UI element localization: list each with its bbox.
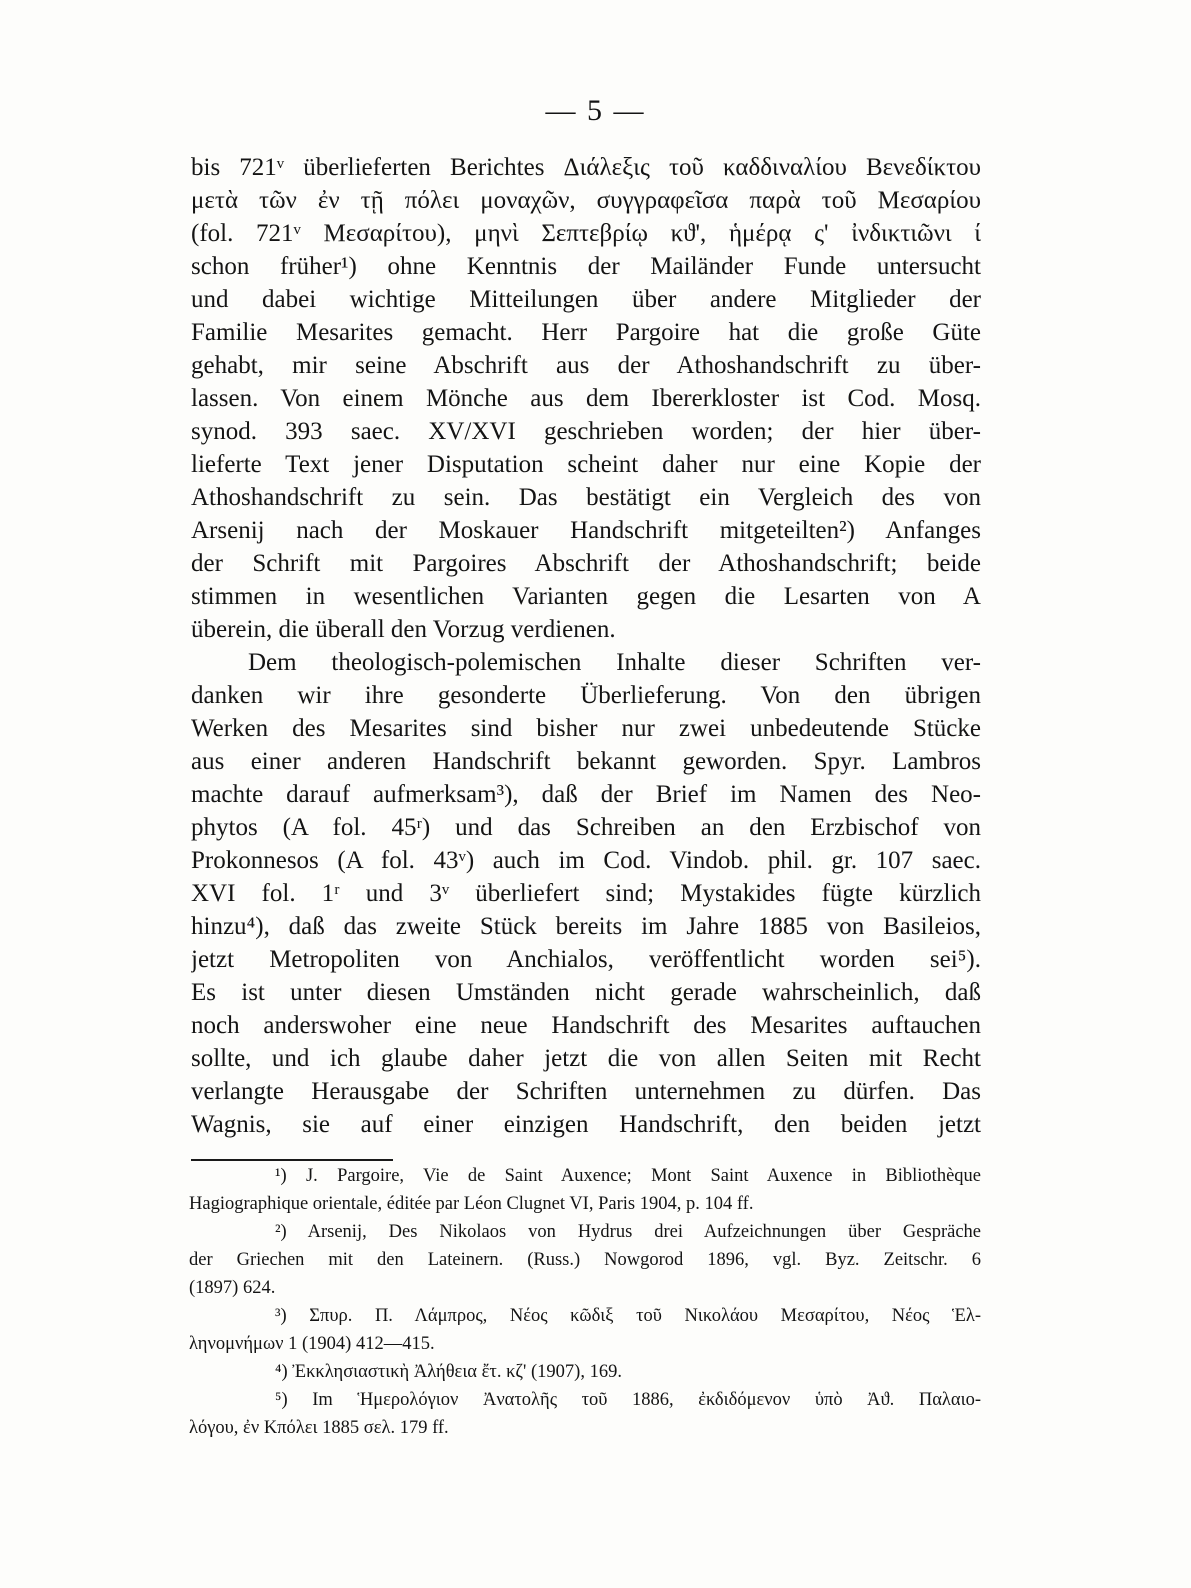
text-line: hinzu⁴), daß das zweite Stück bereits im Jahre 1885 von Basileios, [191,913,981,940]
text-line: verlangte Herausgabe der Schriften unternehmen zu dürfen. Das [191,1078,981,1105]
footnote-line: ³) Σπυρ. Π. Λάμπρος, Νέος κῶδιξ τοῦ Νικολάου Μεσαρίτου, Νέος Ἑλ- [275,1306,981,1326]
text-line: gehabt, mir seine Abschrift aus der Athoshandschrift zu über- [191,352,981,379]
text-line: der Schrift mit Pargoires Abschrift der Athoshandschrift; beide [191,550,981,577]
footnote-line: ⁵) Im Ἡμερολόγιον Ἀνατολῆς τοῦ 1886, ἐκδιδόμενον ὑπὸ Ἀϑ. Παλαιο- [275,1390,981,1410]
text-line: überein, die überall den Vorzug verdienen. [191,616,616,643]
text-line: Werken des Mesarites sind bisher nur zwei unbedeutende Stücke [191,715,981,742]
text-line: lassen. Von einem Mönche aus dem Ibererkloster ist Cod. Mosq. [191,385,981,412]
text-line: (fol. 721ᵛ Μεσαρίτου), μηνὶ Σεπτεβρίῳ κϑ', ἡμέρᾳ ς' ἰνδικτιῶνι ί [191,220,981,247]
text-line: Arsenij nach der Moskauer Handschrift mitgeteilten²) Anfanges [191,517,981,544]
footnote-rule [191,1159,393,1161]
text-line: lieferte Text jener Disputation scheint daher nur eine Kopie der [191,451,981,478]
text-line: Es ist unter diesen Umständen nicht gerade wahrscheinlich, daß [191,979,981,1006]
text-line: Wagnis, sie auf einer einzigen Handschrift, den beiden jetzt [191,1111,981,1138]
text-line: Dem theologisch-polemischen Inhalte dieser Schriften ver- [248,649,981,676]
text-line: schon früher¹) ohne Kenntnis der Mailänder Funde untersucht [191,253,981,280]
footnotes [189,1162,981,1442]
footnote-line: Hagiographique orientale, éditée par Léon Clugnet VI, Paris 1904, p. 104 ff. [189,1194,754,1214]
text-line: danken wir ihre gesonderte Überlieferung. Von den übrigen [191,682,981,709]
text-line: Athoshandschrift zu sein. Das bestätigt ein Vergleich des von [191,484,981,511]
text-line: machte darauf aufmerksam³), daß der Brief im Namen des Neo- [191,781,981,808]
text-line: Familie Mesarites gemacht. Herr Pargoire hat die große Güte [191,319,981,346]
footnote-line: ληνομνήμων 1 (1904) 412—415. [189,1334,435,1354]
text-line: bis 721ᵛ überlieferten Berichtes Διάλεξις τοῦ καδδιναλίου Βενεδίκτου [191,154,981,181]
text-line: μετὰ τῶν ἐν τῇ πόλει μοναχῶν, συγγραφεῖσα παρὰ τοῦ Μεσαρίου [191,187,981,214]
footnote-line: ²) Arsenij, Des Nikolaos von Hydrus drei Aufzeichnungen über Gespräche [275,1222,981,1242]
text-line: XVI fol. 1ʳ und 3ᵛ überliefert sind; Mystakides fügte kürzlich [191,880,981,907]
footnote-line: λόγου, ἐν Κπόλει 1885 σελ. 179 ff. [189,1418,449,1438]
text-line: aus einer anderen Handschrift bekannt geworden. Spyr. Lambros [191,748,981,775]
text-line: stimmen in wesentlichen Varianten gegen die Lesarten von A [191,583,981,610]
text-line: Prokonnesos (A fol. 43ᵛ) auch im Cod. Vindob. phil. gr. 107 saec. [191,847,981,874]
footnote-line: ⁴) Ἐκκλησιαστικὴ Ἀλήθεια ἔτ. κζ' (1907), 169. [275,1362,622,1382]
footnote-line: (1897) 624. [189,1278,276,1298]
text-line: jetzt Metropoliten von Anchialos, veröffentlicht worden sei⁵). [191,946,981,973]
text-line: und dabei wichtige Mitteilungen über andere Mitglieder der [191,286,981,313]
page-number: — 5 — [545,94,646,127]
text-line: noch anderswoher eine neue Handschrift des Mesarites auftauchen [191,1012,981,1039]
text-line: synod. 393 saec. XV/XVI geschrieben worden; der hier über- [191,418,981,445]
text-line: sollte, und ich glaube daher jetzt die von allen Seiten mit Recht [191,1045,981,1072]
footnote-line: ¹) J. Pargoire, Vie de Saint Auxence; Mont Saint Auxence in Bibliothèque [275,1166,981,1186]
main-text [191,151,981,1141]
text-line: phytos (A fol. 45ʳ) und das Schreiben an den Erzbischof von [191,814,981,841]
footnote-line: der Griechen mit den Lateinern. (Russ.) Nowgorod 1896, vgl. Byz. Zeitschr. 6 [189,1250,981,1270]
